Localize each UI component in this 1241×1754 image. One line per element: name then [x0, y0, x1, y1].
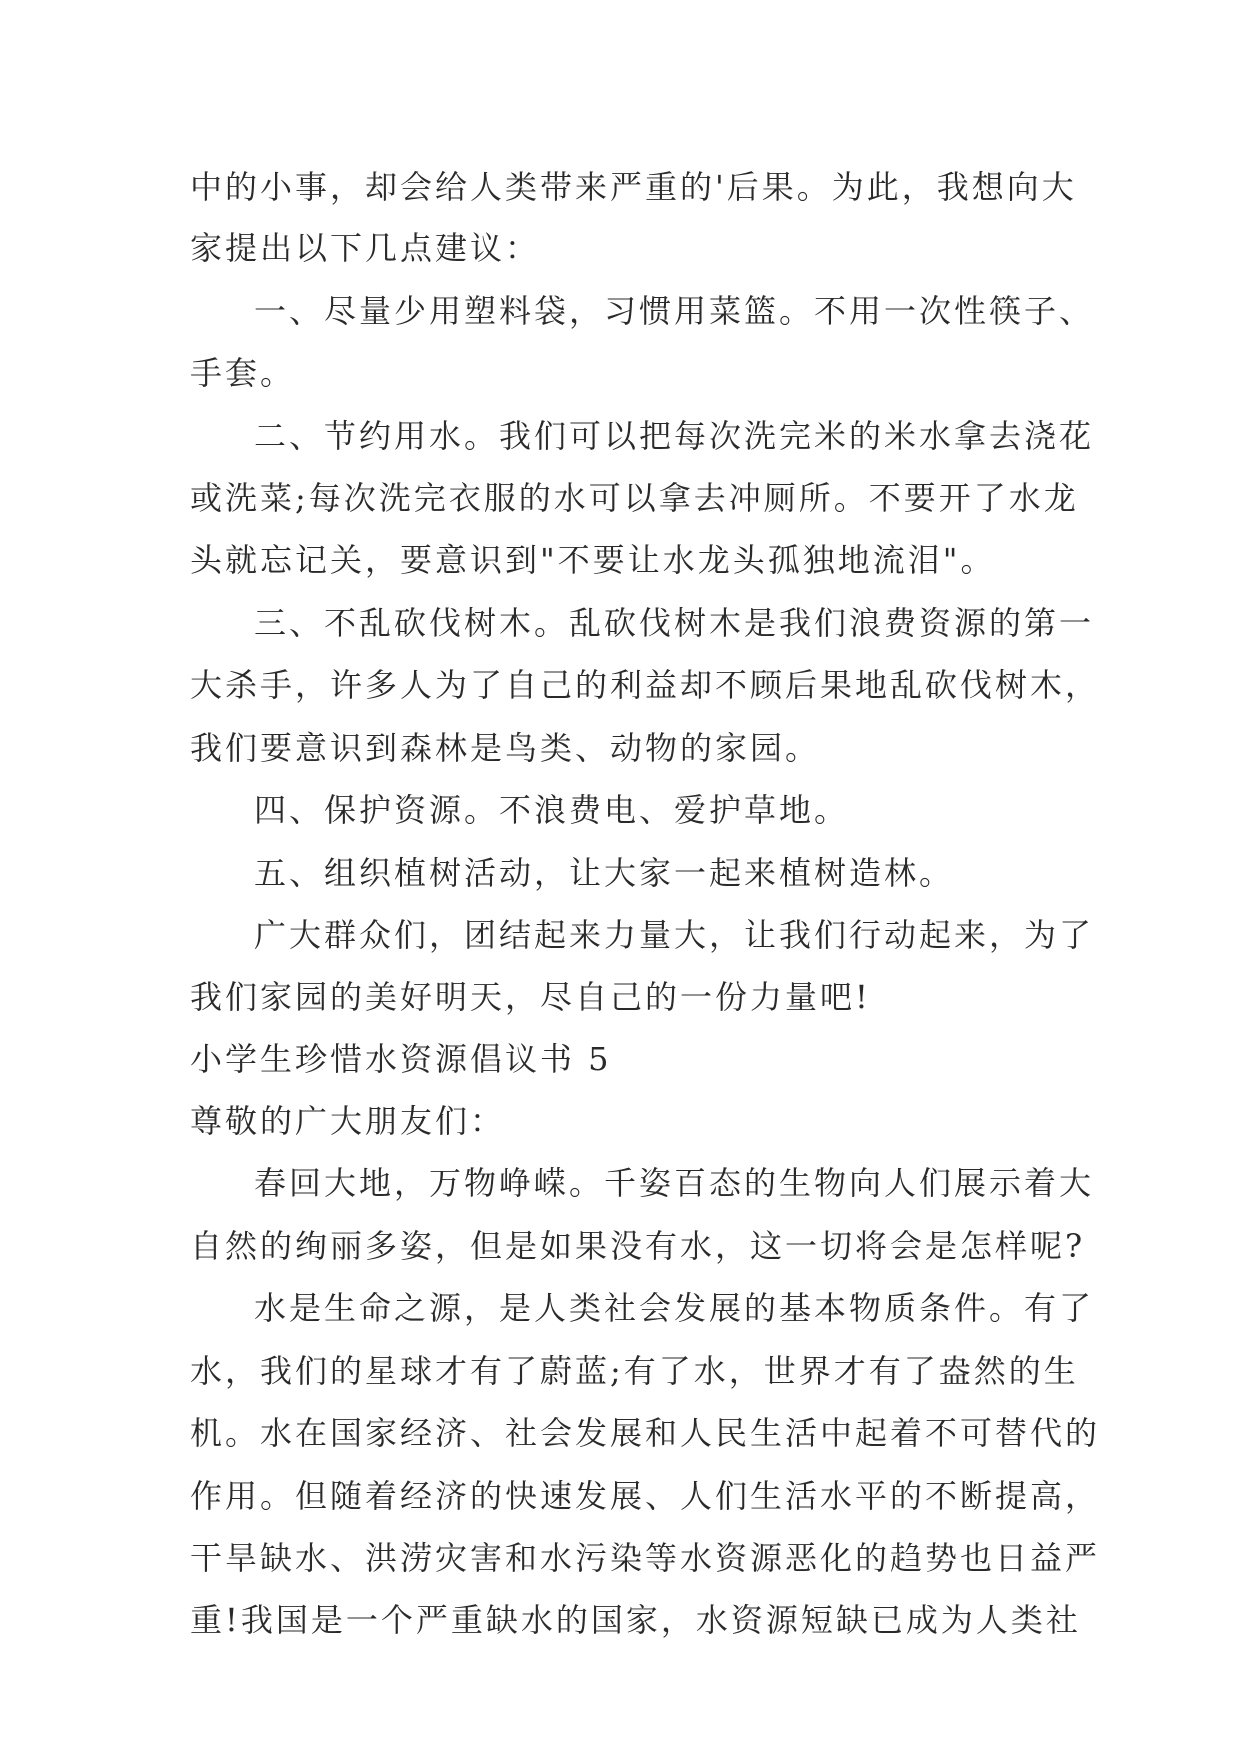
text-line: 水是生命之源，是人类社会发展的基本物质条件。有了	[254, 1289, 1095, 1327]
text-line: 我们家园的美好明天，尽自己的一份力量吧!	[190, 978, 871, 1016]
text-line: 水，我们的星球才有了蔚蓝;有了水，世界才有了盎然的生	[190, 1352, 1079, 1390]
text-line: 作用。但随着经济的快速发展、人们生活水平的不断提高，	[190, 1477, 1101, 1515]
text-line: 干旱缺水、洪涝灾害和水污染等水资源恶化的趋势也日益严	[190, 1539, 1101, 1577]
text-line: 广大群众们，团结起来力量大，让我们行动起来，为了	[254, 916, 1095, 954]
text-line: 或洗菜;每次洗完衣服的水可以拿去冲厕所。不要开了水龙	[190, 479, 1079, 517]
text-line: 家提出以下几点建议：	[190, 229, 541, 267]
text-line: 手套。	[190, 354, 296, 392]
text-line: 二、节约用水。我们可以把每次洗完米的米水拿去浇花	[254, 417, 1095, 455]
text-line: 三、不乱砍伐树木。乱砍伐树木是我们浪费资源的第一	[254, 604, 1095, 642]
text-line: 五、组织植树活动，让大家一起来植树造林。	[254, 854, 955, 892]
text-line: 四、保护资源。不浪费电、爱护草地。	[254, 791, 850, 829]
text-line: 一、尽量少用塑料袋，习惯用菜篮。不用一次性筷子、	[254, 292, 1095, 330]
text-line: 自然的绚丽多姿，但是如果没有水，这一切将会是怎样呢?	[190, 1227, 1086, 1265]
text-line: 中的小事，却会给人类带来严重的'后果。为此，我想向大	[190, 168, 1077, 206]
section-title: 小学生珍惜水资源倡议书 5	[190, 1040, 612, 1078]
text-line: 我们要意识到森林是鸟类、动物的家园。	[190, 729, 821, 767]
text-line: 重!我国是一个严重缺水的国家，水资源短缺已成为人类社	[190, 1601, 1081, 1639]
salutation: 尊敬的广大朋友们：	[190, 1102, 506, 1140]
text-line: 机。水在国家经济、社会发展和人民生活中起着不可替代的	[190, 1414, 1101, 1452]
text-line: 春回大地，万物峥嵘。千姿百态的生物向人们展示着大	[254, 1164, 1095, 1202]
text-line: 大杀手，许多人为了自己的利益却不顾后果地乱砍伐树木，	[190, 666, 1101, 704]
text-line: 头就忘记关，要意识到"不要让水龙头孤独地流泪"。	[190, 541, 996, 579]
